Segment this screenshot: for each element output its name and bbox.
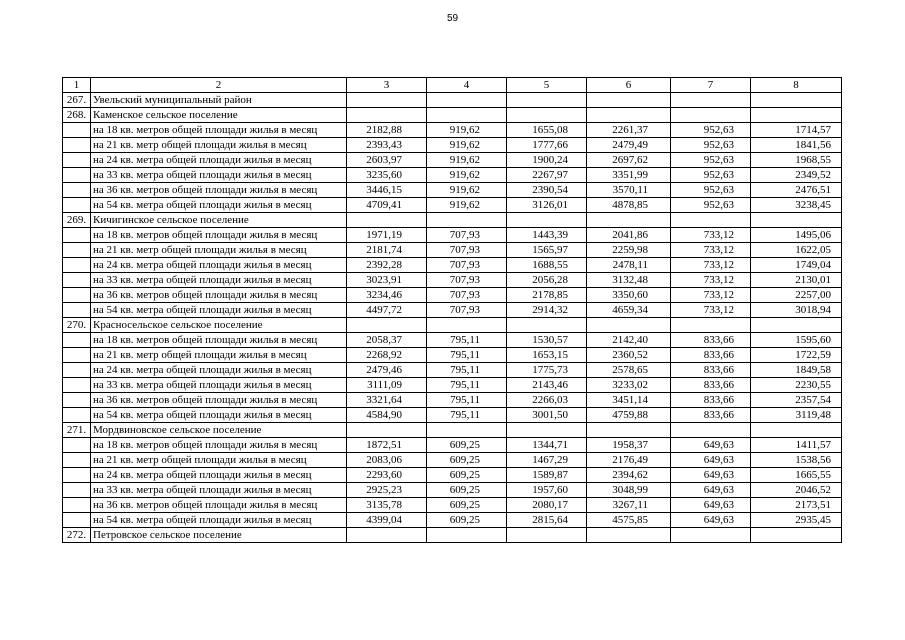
empty-cell: [427, 528, 507, 543]
empty-cell: [427, 108, 507, 123]
empty-cell: [751, 423, 842, 438]
value-cell-col7: 833,66: [671, 378, 751, 393]
value-cell-col6: 4659,34: [587, 303, 671, 318]
column-header: 8: [751, 78, 842, 93]
row-number: [63, 513, 91, 528]
value-cell-col7: 649,63: [671, 498, 751, 513]
section-row: [63, 318, 842, 333]
section-name: Мордвиновское сельское поселение: [91, 423, 347, 438]
value-cell-col3: 1971,19: [347, 228, 427, 243]
row-number: [63, 273, 91, 288]
empty-cell: [671, 423, 751, 438]
area-label: на 24 кв. метра общей площади жилья в месяц: [91, 468, 347, 483]
value-cell-col4: 919,62: [427, 153, 507, 168]
value-cell-col8: 1538,56: [751, 453, 842, 468]
row-number: [63, 393, 91, 408]
value-cell-col4: 919,62: [427, 168, 507, 183]
empty-cell: [587, 423, 671, 438]
value-cell-col7: 733,12: [671, 303, 751, 318]
table-row: [63, 453, 842, 468]
value-cell-col4: 795,11: [427, 333, 507, 348]
area-label: на 33 кв. метра общей площади жилья в месяц: [91, 378, 347, 393]
table-row: [63, 123, 842, 138]
column-header: 6: [587, 78, 671, 93]
section-name: Красносельское сельское поселение: [91, 318, 347, 333]
empty-cell: [507, 528, 587, 543]
value-cell-col7: 733,12: [671, 228, 751, 243]
row-number: [63, 228, 91, 243]
area-label: на 54 кв. метра общей площади жилья в месяц: [91, 303, 347, 318]
value-cell-col7: 649,63: [671, 438, 751, 453]
area-label: на 24 кв. метра общей площади жилья в месяц: [91, 363, 347, 378]
empty-cell: [347, 108, 427, 123]
column-header: 1: [63, 78, 91, 93]
value-cell-col8: 1749,04: [751, 258, 842, 273]
value-cell-col8: 2046,52: [751, 483, 842, 498]
table-body: [63, 78, 842, 543]
empty-cell: [347, 423, 427, 438]
value-cell-col6: 2259,98: [587, 243, 671, 258]
column-header: 4: [427, 78, 507, 93]
value-cell-col4: 919,62: [427, 183, 507, 198]
section-row: [63, 93, 842, 108]
row-number: [63, 483, 91, 498]
value-cell-col3: 2293,60: [347, 468, 427, 483]
value-cell-col8: 1622,05: [751, 243, 842, 258]
value-cell-col8: 2173,51: [751, 498, 842, 513]
table-row: [63, 483, 842, 498]
column-header: 3: [347, 78, 427, 93]
row-number: [63, 468, 91, 483]
value-cell-col4: 609,25: [427, 468, 507, 483]
area-label: на 21 кв. метр общей площади жилья в месяц: [91, 243, 347, 258]
row-number: 270.: [63, 318, 91, 333]
empty-cell: [427, 423, 507, 438]
empty-cell: [507, 213, 587, 228]
value-cell-col5: 1443,39: [507, 228, 587, 243]
table-row: [63, 273, 842, 288]
section-row: [63, 423, 842, 438]
table-row: [63, 408, 842, 423]
value-cell-col7: 952,63: [671, 138, 751, 153]
value-cell-col8: 2349,52: [751, 168, 842, 183]
value-cell-col4: 795,11: [427, 348, 507, 363]
empty-cell: [671, 93, 751, 108]
area-label: на 33 кв. метра общей площади жилья в месяц: [91, 483, 347, 498]
row-number: 269.: [63, 213, 91, 228]
value-cell-col7: 649,63: [671, 513, 751, 528]
value-cell-col5: 2178,85: [507, 288, 587, 303]
section-row: [63, 528, 842, 543]
row-number: 271.: [63, 423, 91, 438]
value-cell-col6: 4759,88: [587, 408, 671, 423]
value-cell-col5: 2143,46: [507, 378, 587, 393]
row-number: [63, 333, 91, 348]
area-label: на 21 кв. метр общей площади жилья в месяц: [91, 453, 347, 468]
table-row: [63, 378, 842, 393]
row-number: [63, 183, 91, 198]
area-label: на 18 кв. метров общей площади жилья в месяц: [91, 228, 347, 243]
value-cell-col5: 2267,97: [507, 168, 587, 183]
value-cell-col5: 1565,97: [507, 243, 587, 258]
value-cell-col6: 1958,37: [587, 438, 671, 453]
value-cell-col3: 1872,51: [347, 438, 427, 453]
value-cell-col7: 833,66: [671, 393, 751, 408]
row-number: 272.: [63, 528, 91, 543]
value-cell-col7: 733,12: [671, 288, 751, 303]
table-row: [63, 333, 842, 348]
column-number-row: [63, 78, 842, 93]
row-number: 268.: [63, 108, 91, 123]
value-cell-col7: 833,66: [671, 333, 751, 348]
value-cell-col4: 707,93: [427, 273, 507, 288]
empty-cell: [587, 93, 671, 108]
tariff-table: [62, 77, 842, 543]
value-cell-col3: 2181,74: [347, 243, 427, 258]
value-cell-col8: 1968,55: [751, 153, 842, 168]
area-label: на 18 кв. метров общей площади жилья в месяц: [91, 333, 347, 348]
table-row: [63, 393, 842, 408]
empty-cell: [427, 318, 507, 333]
row-number: [63, 498, 91, 513]
value-cell-col4: 609,25: [427, 498, 507, 513]
value-cell-col6: 3351,99: [587, 168, 671, 183]
value-cell-col7: 733,12: [671, 243, 751, 258]
value-cell-col5: 1589,87: [507, 468, 587, 483]
value-cell-col8: 2476,51: [751, 183, 842, 198]
value-cell-col3: 3235,60: [347, 168, 427, 183]
area-label: на 36 кв. метров общей площади жилья в месяц: [91, 498, 347, 513]
table-row: [63, 303, 842, 318]
section-name: Каменское сельское поселение: [91, 108, 347, 123]
value-cell-col7: 649,63: [671, 453, 751, 468]
empty-cell: [751, 93, 842, 108]
area-label: на 33 кв. метра общей площади жилья в месяц: [91, 273, 347, 288]
value-cell-col3: 4399,04: [347, 513, 427, 528]
value-cell-col4: 609,25: [427, 453, 507, 468]
table-row: [63, 438, 842, 453]
value-cell-col8: 3018,94: [751, 303, 842, 318]
row-number: [63, 258, 91, 273]
table-row: [63, 198, 842, 213]
value-cell-col4: 707,93: [427, 288, 507, 303]
value-cell-col7: 952,63: [671, 198, 751, 213]
table-row: [63, 468, 842, 483]
row-number: [63, 243, 91, 258]
table-row: [63, 348, 842, 363]
value-cell-col6: 3267,11: [587, 498, 671, 513]
empty-cell: [751, 528, 842, 543]
value-cell-col6: 4878,85: [587, 198, 671, 213]
value-cell-col8: 1665,55: [751, 468, 842, 483]
value-cell-col7: 952,63: [671, 123, 751, 138]
empty-cell: [507, 108, 587, 123]
row-number: [63, 153, 91, 168]
value-cell-col6: 2394,62: [587, 468, 671, 483]
value-cell-col5: 1655,08: [507, 123, 587, 138]
value-cell-col4: 919,62: [427, 198, 507, 213]
value-cell-col6: 2142,40: [587, 333, 671, 348]
table-row: [63, 153, 842, 168]
empty-cell: [347, 93, 427, 108]
area-label: на 54 кв. метра общей площади жилья в месяц: [91, 408, 347, 423]
empty-cell: [507, 423, 587, 438]
value-cell-col6: 2578,65: [587, 363, 671, 378]
value-cell-col6: 4575,85: [587, 513, 671, 528]
empty-cell: [427, 93, 507, 108]
value-cell-col6: 3350,60: [587, 288, 671, 303]
table-row: [63, 498, 842, 513]
value-cell-col6: 3451,14: [587, 393, 671, 408]
empty-cell: [347, 528, 427, 543]
value-cell-col8: 1849,58: [751, 363, 842, 378]
section-row: [63, 213, 842, 228]
value-cell-col7: 952,63: [671, 153, 751, 168]
value-cell-col6: 3233,02: [587, 378, 671, 393]
row-number: [63, 348, 91, 363]
table-row: [63, 258, 842, 273]
value-cell-col4: 795,11: [427, 378, 507, 393]
empty-cell: [587, 108, 671, 123]
page-number: 59: [446, 13, 459, 24]
area-label: на 54 кв. метра общей площади жилья в месяц: [91, 198, 347, 213]
value-cell-col6: 3132,48: [587, 273, 671, 288]
value-cell-col8: 3119,48: [751, 408, 842, 423]
value-cell-col7: 833,66: [671, 363, 751, 378]
area-label: на 24 кв. метра общей площади жилья в месяц: [91, 153, 347, 168]
area-label: на 36 кв. метров общей площади жилья в месяц: [91, 393, 347, 408]
empty-cell: [671, 213, 751, 228]
value-cell-col8: 2257,00: [751, 288, 842, 303]
value-cell-col5: 2266,03: [507, 393, 587, 408]
value-cell-col7: 649,63: [671, 483, 751, 498]
section-row: [63, 108, 842, 123]
value-cell-col3: 4584,90: [347, 408, 427, 423]
value-cell-col3: 2182,88: [347, 123, 427, 138]
section-name: Петровское сельское поселение: [91, 528, 347, 543]
empty-cell: [587, 213, 671, 228]
value-cell-col4: 919,62: [427, 138, 507, 153]
value-cell-col3: 2083,06: [347, 453, 427, 468]
value-cell-col7: 649,63: [671, 468, 751, 483]
column-header: 2: [91, 78, 347, 93]
empty-cell: [671, 528, 751, 543]
value-cell-col3: 2393,43: [347, 138, 427, 153]
value-cell-col3: 3446,15: [347, 183, 427, 198]
empty-cell: [347, 318, 427, 333]
value-cell-col6: 2041,86: [587, 228, 671, 243]
empty-cell: [751, 318, 842, 333]
value-cell-col7: 952,63: [671, 168, 751, 183]
value-cell-col5: 1777,66: [507, 138, 587, 153]
value-cell-col3: 3321,64: [347, 393, 427, 408]
table-row: [63, 228, 842, 243]
area-label: на 36 кв. метров общей площади жилья в месяц: [91, 288, 347, 303]
value-cell-col3: 3135,78: [347, 498, 427, 513]
empty-cell: [587, 318, 671, 333]
area-label: на 33 кв. метра общей площади жилья в месяц: [91, 168, 347, 183]
value-cell-col8: 3238,45: [751, 198, 842, 213]
section-name: Увельский муниципальный район: [91, 93, 347, 108]
value-cell-col7: 733,12: [671, 258, 751, 273]
area-label: на 36 кв. метров общей площади жилья в месяц: [91, 183, 347, 198]
row-number: [63, 198, 91, 213]
empty-cell: [751, 108, 842, 123]
value-cell-col6: 2479,49: [587, 138, 671, 153]
value-cell-col4: 707,93: [427, 258, 507, 273]
value-cell-col4: 795,11: [427, 363, 507, 378]
row-number: [63, 123, 91, 138]
value-cell-col4: 609,25: [427, 438, 507, 453]
value-cell-col7: 833,66: [671, 408, 751, 423]
value-cell-col5: 2914,32: [507, 303, 587, 318]
value-cell-col5: 1653,15: [507, 348, 587, 363]
value-cell-col4: 919,62: [427, 123, 507, 138]
value-cell-col7: 952,63: [671, 183, 751, 198]
value-cell-col7: 833,66: [671, 348, 751, 363]
value-cell-col5: 1688,55: [507, 258, 587, 273]
value-cell-col5: 2080,17: [507, 498, 587, 513]
value-cell-col5: 1467,29: [507, 453, 587, 468]
value-cell-col4: 609,25: [427, 513, 507, 528]
value-cell-col8: 2935,45: [751, 513, 842, 528]
empty-cell: [347, 213, 427, 228]
empty-cell: [507, 93, 587, 108]
area-label: на 24 кв. метра общей площади жилья в месяц: [91, 258, 347, 273]
row-number: [63, 303, 91, 318]
table-row: [63, 288, 842, 303]
table-row: [63, 183, 842, 198]
value-cell-col4: 707,93: [427, 303, 507, 318]
empty-cell: [671, 108, 751, 123]
empty-cell: [427, 213, 507, 228]
row-number: [63, 363, 91, 378]
table-row: [63, 168, 842, 183]
value-cell-col4: 609,25: [427, 483, 507, 498]
value-cell-col3: 2268,92: [347, 348, 427, 363]
value-cell-col5: 1344,71: [507, 438, 587, 453]
value-cell-col4: 707,93: [427, 228, 507, 243]
value-cell-col7: 733,12: [671, 273, 751, 288]
value-cell-col4: 795,11: [427, 408, 507, 423]
value-cell-col5: 2815,64: [507, 513, 587, 528]
table-row: [63, 138, 842, 153]
value-cell-col8: 1595,60: [751, 333, 842, 348]
column-header: 7: [671, 78, 751, 93]
area-label: на 21 кв. метр общей площади жилья в месяц: [91, 138, 347, 153]
value-cell-col6: 2478,11: [587, 258, 671, 273]
value-cell-col3: 2925,23: [347, 483, 427, 498]
section-name: Кичигинское сельское поселение: [91, 213, 347, 228]
value-cell-col5: 2056,28: [507, 273, 587, 288]
value-cell-col8: 1411,57: [751, 438, 842, 453]
value-cell-col8: 2357,54: [751, 393, 842, 408]
empty-cell: [507, 318, 587, 333]
value-cell-col3: 2392,28: [347, 258, 427, 273]
value-cell-col5: 3001,50: [507, 408, 587, 423]
value-cell-col3: 3111,09: [347, 378, 427, 393]
table-row: [63, 243, 842, 258]
row-number: [63, 168, 91, 183]
value-cell-col6: 3570,11: [587, 183, 671, 198]
row-number: [63, 378, 91, 393]
value-cell-col4: 795,11: [427, 393, 507, 408]
value-cell-col5: 1775,73: [507, 363, 587, 378]
value-cell-col6: 2360,52: [587, 348, 671, 363]
value-cell-col4: 707,93: [427, 243, 507, 258]
value-cell-col5: 1957,60: [507, 483, 587, 498]
value-cell-col8: 2230,55: [751, 378, 842, 393]
value-cell-col8: 1714,57: [751, 123, 842, 138]
value-cell-col3: 3234,46: [347, 288, 427, 303]
area-label: на 18 кв. метров общей площади жилья в месяц: [91, 438, 347, 453]
value-cell-col3: 2058,37: [347, 333, 427, 348]
value-cell-col6: 3048,99: [587, 483, 671, 498]
value-cell-col8: 2130,01: [751, 273, 842, 288]
value-cell-col3: 2479,46: [347, 363, 427, 378]
area-label: на 18 кв. метров общей площади жилья в месяц: [91, 123, 347, 138]
area-label: на 54 кв. метра общей площади жилья в месяц: [91, 513, 347, 528]
table-row: [63, 513, 842, 528]
value-cell-col8: 1495,06: [751, 228, 842, 243]
row-number: [63, 408, 91, 423]
value-cell-col6: 2176,49: [587, 453, 671, 468]
value-cell-col5: 3126,01: [507, 198, 587, 213]
empty-cell: [587, 528, 671, 543]
row-number: [63, 438, 91, 453]
value-cell-col3: 2603,97: [347, 153, 427, 168]
value-cell-col3: 4497,72: [347, 303, 427, 318]
value-cell-col5: 2390,54: [507, 183, 587, 198]
value-cell-col8: 1841,56: [751, 138, 842, 153]
value-cell-col6: 2261,37: [587, 123, 671, 138]
value-cell-col3: 4709,41: [347, 198, 427, 213]
value-cell-col5: 1530,57: [507, 333, 587, 348]
value-cell-col8: 1722,59: [751, 348, 842, 363]
row-number: [63, 288, 91, 303]
value-cell-col5: 1900,24: [507, 153, 587, 168]
value-cell-col3: 3023,91: [347, 273, 427, 288]
table-row: [63, 363, 842, 378]
value-cell-col6: 2697,62: [587, 153, 671, 168]
column-header: 5: [507, 78, 587, 93]
row-number: [63, 453, 91, 468]
row-number: 267.: [63, 93, 91, 108]
row-number: [63, 138, 91, 153]
empty-cell: [751, 213, 842, 228]
area-label: на 21 кв. метр общей площади жилья в месяц: [91, 348, 347, 363]
empty-cell: [671, 318, 751, 333]
